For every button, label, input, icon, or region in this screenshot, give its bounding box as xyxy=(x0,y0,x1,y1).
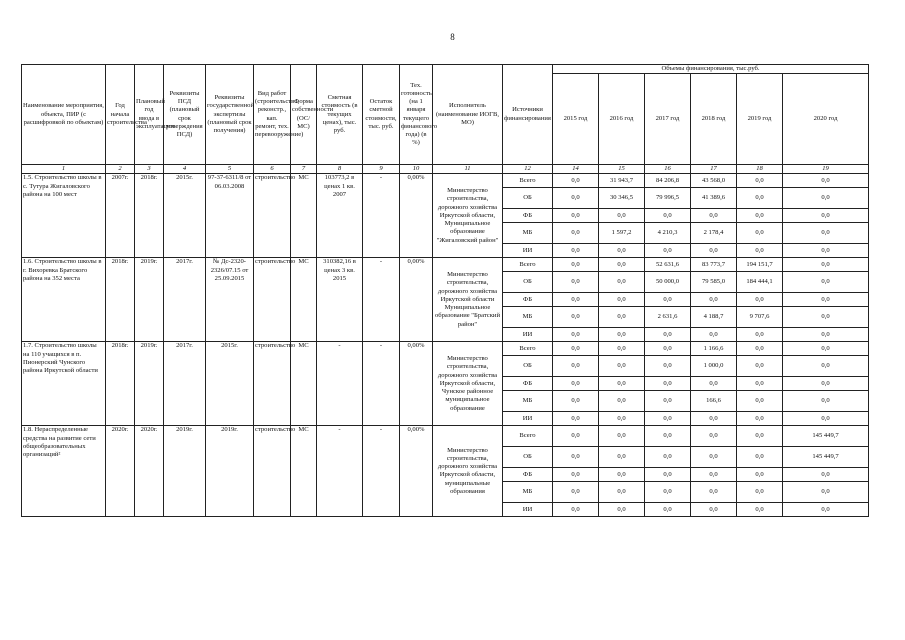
amount-cell: 31 943,7 xyxy=(599,174,645,188)
hdr-year-2016: 2016 год xyxy=(599,74,645,165)
amount-cell: 0,0 xyxy=(599,377,645,391)
amount-cell: 0,0 xyxy=(599,468,645,482)
amount-cell: 0,0 xyxy=(737,328,783,342)
table-row xyxy=(22,342,869,356)
amount-cell: 0,0 xyxy=(553,258,599,272)
column-number: 6 xyxy=(254,165,291,174)
amount-cell: 0,0 xyxy=(783,391,869,412)
amount-cell: 0,0 xyxy=(553,223,599,244)
amount-cell: 41 389,6 xyxy=(691,188,737,209)
hdr-name: Наименование мероприятия, объекта, ПИР (с расшифровкой по объектам) xyxy=(22,65,106,165)
amount-cell: 0,0 xyxy=(783,377,869,391)
amount-cell: 0,0 xyxy=(599,503,645,517)
hdr-ownership: Форма собственности (ОС/МС) xyxy=(291,65,317,165)
amount-cell: 0,0 xyxy=(737,468,783,482)
row-work-type: строительство xyxy=(254,342,291,426)
column-number: 19 xyxy=(783,165,869,174)
amount-cell: 0,0 xyxy=(599,272,645,293)
row-estimate: 310382,16 в ценах 3 кв. 2015 xyxy=(317,258,363,342)
amount-cell: 0,0 xyxy=(599,356,645,377)
hdr-year-2020: 2020 год xyxy=(783,74,869,165)
funding-source: ОБ xyxy=(503,447,553,468)
funding-source: Всего xyxy=(503,174,553,188)
hdr-volumes: Объемы финансирования, тыс.руб. xyxy=(553,65,869,74)
amount-cell: 0,0 xyxy=(737,426,783,447)
row-name: 1.7. Строительство школы на 110 учащихся в п. Пионерский Чунского района Иркутской области xyxy=(22,342,106,426)
funding-source: ИИ xyxy=(503,503,553,517)
row-ownership: МС xyxy=(291,342,317,426)
row-name: 1.8. Нераспределенные средства на развитие сети общеобразовательных организаций² xyxy=(22,426,106,517)
row-ownership: МС xyxy=(291,174,317,258)
amount-cell: 0,0 xyxy=(599,244,645,258)
table-row xyxy=(22,258,869,272)
amount-cell: 4 188,7 xyxy=(691,307,737,328)
row-expertise: 97-37-6311/8 от 06.03.2008 xyxy=(206,174,254,258)
amount-cell: 0,0 xyxy=(783,188,869,209)
row-work-type: строительство xyxy=(254,174,291,258)
hdr-year-2017: 2017 год xyxy=(645,74,691,165)
amount-cell: 145 449,7 xyxy=(783,426,869,447)
amount-cell: 0,0 xyxy=(645,342,691,356)
row-psd: 2017г. xyxy=(164,258,206,342)
column-number: 18 xyxy=(737,165,783,174)
amount-cell: 30 346,5 xyxy=(599,188,645,209)
column-number-row xyxy=(22,165,869,174)
row-estimate: - xyxy=(317,426,363,517)
amount-cell: 0,0 xyxy=(599,293,645,307)
row-year-planned: 2019г. xyxy=(135,342,164,426)
amount-cell: 0,0 xyxy=(737,188,783,209)
amount-cell: 0,0 xyxy=(599,482,645,503)
row-remainder: - xyxy=(363,342,400,426)
row-executor: Министерство строительства, дорожного хозяйства Иркутской области, Муниципальное образование "Жигаловский район" xyxy=(433,174,503,258)
funding-source: Всего xyxy=(503,426,553,447)
amount-cell: 0,0 xyxy=(553,447,599,468)
amount-cell: 0,0 xyxy=(645,468,691,482)
column-number: 5 xyxy=(206,165,254,174)
column-number: 1 xyxy=(22,165,106,174)
column-number: 14 xyxy=(553,165,599,174)
row-work-type: строительство xyxy=(254,426,291,517)
amount-cell: 0,0 xyxy=(737,356,783,377)
amount-cell: 0,0 xyxy=(691,426,737,447)
amount-cell: 0,0 xyxy=(553,244,599,258)
amount-cell: 0,0 xyxy=(599,328,645,342)
amount-cell: 0,0 xyxy=(783,482,869,503)
amount-cell: 0,0 xyxy=(737,503,783,517)
amount-cell: 0,0 xyxy=(691,412,737,426)
funding-source: ФБ xyxy=(503,209,553,223)
amount-cell: 0,0 xyxy=(599,258,645,272)
amount-cell: 0,0 xyxy=(737,482,783,503)
row-estimate: - xyxy=(317,342,363,426)
column-number: 8 xyxy=(317,165,363,174)
hdr-expertise: Реквизиты государственной экспертизы (плановый срок получения) xyxy=(206,65,254,165)
amount-cell: 0,0 xyxy=(783,412,869,426)
amount-cell: 0,0 xyxy=(645,209,691,223)
amount-cell: 0,0 xyxy=(691,328,737,342)
amount-cell: 1 166,6 xyxy=(691,342,737,356)
funding-source: ИИ xyxy=(503,328,553,342)
amount-cell: 0,0 xyxy=(553,293,599,307)
funding-source: ОБ xyxy=(503,356,553,377)
row-ownership: МС xyxy=(291,426,317,517)
amount-cell: 0,0 xyxy=(783,328,869,342)
amount-cell: 0,0 xyxy=(645,412,691,426)
amount-cell: 79 585,0 xyxy=(691,272,737,293)
amount-cell: 0,0 xyxy=(553,209,599,223)
row-remainder: - xyxy=(363,426,400,517)
amount-cell: 0,0 xyxy=(783,209,869,223)
amount-cell: 0,0 xyxy=(783,503,869,517)
column-number: 16 xyxy=(645,165,691,174)
hdr-remainder: Остаток сметной стоимости, тыс. руб. xyxy=(363,65,400,165)
amount-cell: 2 178,4 xyxy=(691,223,737,244)
column-number: 17 xyxy=(691,165,737,174)
amount-cell: 0,0 xyxy=(599,209,645,223)
column-number: 4 xyxy=(164,165,206,174)
table-row xyxy=(22,426,869,447)
amount-cell: 0,0 xyxy=(645,377,691,391)
amount-cell: 83 773,7 xyxy=(691,258,737,272)
row-year-start: 2007г. xyxy=(106,174,135,258)
amount-cell: 0,0 xyxy=(553,412,599,426)
amount-cell: 166,6 xyxy=(691,391,737,412)
amount-cell: 0,0 xyxy=(599,426,645,447)
column-number: 12 xyxy=(503,165,553,174)
row-executor: Министерство строительства, дорожного хозяйства Иркутской области, Чунское районное муниципальное образование xyxy=(433,342,503,426)
page-number: 8 xyxy=(450,32,455,42)
amount-cell: 0,0 xyxy=(737,391,783,412)
row-name: 1.5. Строительство школы в с. Тутура Жигаловского района на 100 мест xyxy=(22,174,106,258)
row-year-start: 2018г. xyxy=(106,342,135,426)
amount-cell: 0,0 xyxy=(737,293,783,307)
amount-cell: 0,0 xyxy=(553,307,599,328)
amount-cell: 0,0 xyxy=(645,328,691,342)
amount-cell: 0,0 xyxy=(691,468,737,482)
amount-cell: 0,0 xyxy=(553,391,599,412)
amount-cell: 0,0 xyxy=(691,293,737,307)
amount-cell: 0,0 xyxy=(691,377,737,391)
row-readiness: 0,00% xyxy=(400,174,433,258)
hdr-estimate: Сметная стоимость (в текущих ценах), тыс. руб. xyxy=(317,65,363,165)
column-number: 3 xyxy=(135,165,164,174)
amount-cell: 184 444,1 xyxy=(737,272,783,293)
amount-cell: 0,0 xyxy=(783,307,869,328)
hdr-executor: Исполнитель (наименование ИОГВ, МО) xyxy=(433,65,503,165)
amount-cell: 0,0 xyxy=(737,174,783,188)
amount-cell: 43 568,0 xyxy=(691,174,737,188)
amount-cell: 0,0 xyxy=(691,244,737,258)
table-row xyxy=(22,174,869,188)
row-year-start: 2018г. xyxy=(106,258,135,342)
amount-cell: 0,0 xyxy=(599,447,645,468)
amount-cell: 0,0 xyxy=(553,426,599,447)
amount-cell: 1 000,0 xyxy=(691,356,737,377)
hdr-year-planned: Плановый год ввода в эксплуатацию xyxy=(135,65,164,165)
row-remainder: - xyxy=(363,174,400,258)
funding-source: МБ xyxy=(503,391,553,412)
amount-cell: 79 996,5 xyxy=(645,188,691,209)
funding-source: Всего xyxy=(503,342,553,356)
amount-cell: 4 210,3 xyxy=(645,223,691,244)
amount-cell: 0,0 xyxy=(691,447,737,468)
amount-cell: 0,0 xyxy=(553,188,599,209)
column-number: 2 xyxy=(106,165,135,174)
column-number: 9 xyxy=(363,165,400,174)
amount-cell: 0,0 xyxy=(691,503,737,517)
funding-source: МБ xyxy=(503,482,553,503)
amount-cell: 0,0 xyxy=(783,468,869,482)
column-number: 11 xyxy=(433,165,503,174)
amount-cell: 0,0 xyxy=(599,412,645,426)
row-year-planned: 2018г. xyxy=(135,174,164,258)
amount-cell: 0,0 xyxy=(645,426,691,447)
row-ownership: МС xyxy=(291,258,317,342)
amount-cell: 84 206,8 xyxy=(645,174,691,188)
funding-source: ОБ xyxy=(503,188,553,209)
row-readiness: 0,00% xyxy=(400,258,433,342)
table-body xyxy=(22,174,869,517)
row-name: 1.6. Строительство школы в г. Вихоревка Братского района на 352 места xyxy=(22,258,106,342)
amount-cell: 0,0 xyxy=(691,209,737,223)
financing-table xyxy=(21,64,869,517)
amount-cell: 0,0 xyxy=(783,244,869,258)
funding-source: ОБ xyxy=(503,272,553,293)
row-expertise: 2019г. xyxy=(206,426,254,517)
row-psd: 2019г. xyxy=(164,426,206,517)
amount-cell: 0,0 xyxy=(553,174,599,188)
amount-cell: 0,0 xyxy=(599,342,645,356)
amount-cell: 194 151,7 xyxy=(737,258,783,272)
row-year-start: 2020г. xyxy=(106,426,135,517)
row-estimate: 103773,2 в ценах 1 кв. 2007 xyxy=(317,174,363,258)
row-expertise: 2015г. xyxy=(206,342,254,426)
column-number: 7 xyxy=(291,165,317,174)
amount-cell: 0,0 xyxy=(645,447,691,468)
amount-cell: 0,0 xyxy=(553,377,599,391)
amount-cell: 52 631,6 xyxy=(645,258,691,272)
amount-cell: 0,0 xyxy=(645,482,691,503)
funding-source: ИИ xyxy=(503,244,553,258)
amount-cell: 0,0 xyxy=(737,223,783,244)
amount-cell: 9 707,6 xyxy=(737,307,783,328)
amount-cell: 0,0 xyxy=(691,482,737,503)
row-psd: 2015г. xyxy=(164,174,206,258)
row-year-planned: 2020г. xyxy=(135,426,164,517)
amount-cell: 0,0 xyxy=(737,447,783,468)
amount-cell: 0,0 xyxy=(645,503,691,517)
row-work-type: строительство xyxy=(254,258,291,342)
amount-cell: 0,0 xyxy=(737,244,783,258)
funding-source: ФБ xyxy=(503,468,553,482)
funding-source: ФБ xyxy=(503,377,553,391)
amount-cell: 0,0 xyxy=(599,307,645,328)
amount-cell: 0,0 xyxy=(783,258,869,272)
amount-cell: 0,0 xyxy=(737,342,783,356)
row-executor: Министерство строительства, дорожного хозяйства Иркутской области, муниципальные образования xyxy=(433,426,503,517)
amount-cell: 2 631,6 xyxy=(645,307,691,328)
hdr-year-start: Год начала строительства xyxy=(106,65,135,165)
hdr-year-2015: 2015 год xyxy=(553,74,599,165)
amount-cell: 0,0 xyxy=(553,503,599,517)
amount-cell: 0,0 xyxy=(645,293,691,307)
amount-cell: 0,0 xyxy=(645,356,691,377)
amount-cell: 50 000,0 xyxy=(645,272,691,293)
funding-source: ФБ xyxy=(503,293,553,307)
amount-cell: 0,0 xyxy=(783,356,869,377)
amount-cell: 0,0 xyxy=(553,482,599,503)
column-number: 15 xyxy=(599,165,645,174)
row-remainder: - xyxy=(363,258,400,342)
row-year-planned: 2019г. xyxy=(135,258,164,342)
funding-source: ИИ xyxy=(503,412,553,426)
hdr-readiness: Тех. готовность (на 1 января текущего финансового года) (в %) xyxy=(400,65,433,165)
amount-cell: 0,0 xyxy=(553,342,599,356)
amount-cell: 0,0 xyxy=(737,209,783,223)
row-readiness: 0,00% xyxy=(400,426,433,517)
amount-cell: 0,0 xyxy=(553,356,599,377)
amount-cell: 145 449,7 xyxy=(783,447,869,468)
hdr-work-type: Вид работ (строительство, реконстр., кап. ремонт, тех. перевооружение) xyxy=(254,65,291,165)
funding-source: МБ xyxy=(503,307,553,328)
hdr-year-2019: 2019 год xyxy=(737,74,783,165)
amount-cell: 0,0 xyxy=(645,244,691,258)
amount-cell: 0,0 xyxy=(599,391,645,412)
column-number: 10 xyxy=(400,165,433,174)
funding-source: Всего xyxy=(503,258,553,272)
row-psd: 2017г. xyxy=(164,342,206,426)
amount-cell: 0,0 xyxy=(737,412,783,426)
hdr-year-2018: 2018 год xyxy=(691,74,737,165)
amount-cell: 0,0 xyxy=(553,272,599,293)
row-executor: Министерство строительства, дорожного хозяйства Иркутской области Муниципальное образование "Братский район" xyxy=(433,258,503,342)
amount-cell: 0,0 xyxy=(783,223,869,244)
amount-cell: 0,0 xyxy=(553,328,599,342)
amount-cell: 1 597,2 xyxy=(599,223,645,244)
row-expertise: № Дс-2320-2326/07.15 от 25.09.2015 xyxy=(206,258,254,342)
amount-cell: 0,0 xyxy=(783,293,869,307)
amount-cell: 0,0 xyxy=(645,391,691,412)
amount-cell: 0,0 xyxy=(737,377,783,391)
hdr-sources: Источники финансирования xyxy=(503,65,553,165)
row-readiness: 0,00% xyxy=(400,342,433,426)
amount-cell: 0,0 xyxy=(783,272,869,293)
funding-source: МБ xyxy=(503,223,553,244)
amount-cell: 0,0 xyxy=(783,174,869,188)
amount-cell: 0,0 xyxy=(553,468,599,482)
hdr-psd: Реквизиты ПСД (плановый срок утверждения ПСД) xyxy=(164,65,206,165)
amount-cell: 0,0 xyxy=(783,342,869,356)
